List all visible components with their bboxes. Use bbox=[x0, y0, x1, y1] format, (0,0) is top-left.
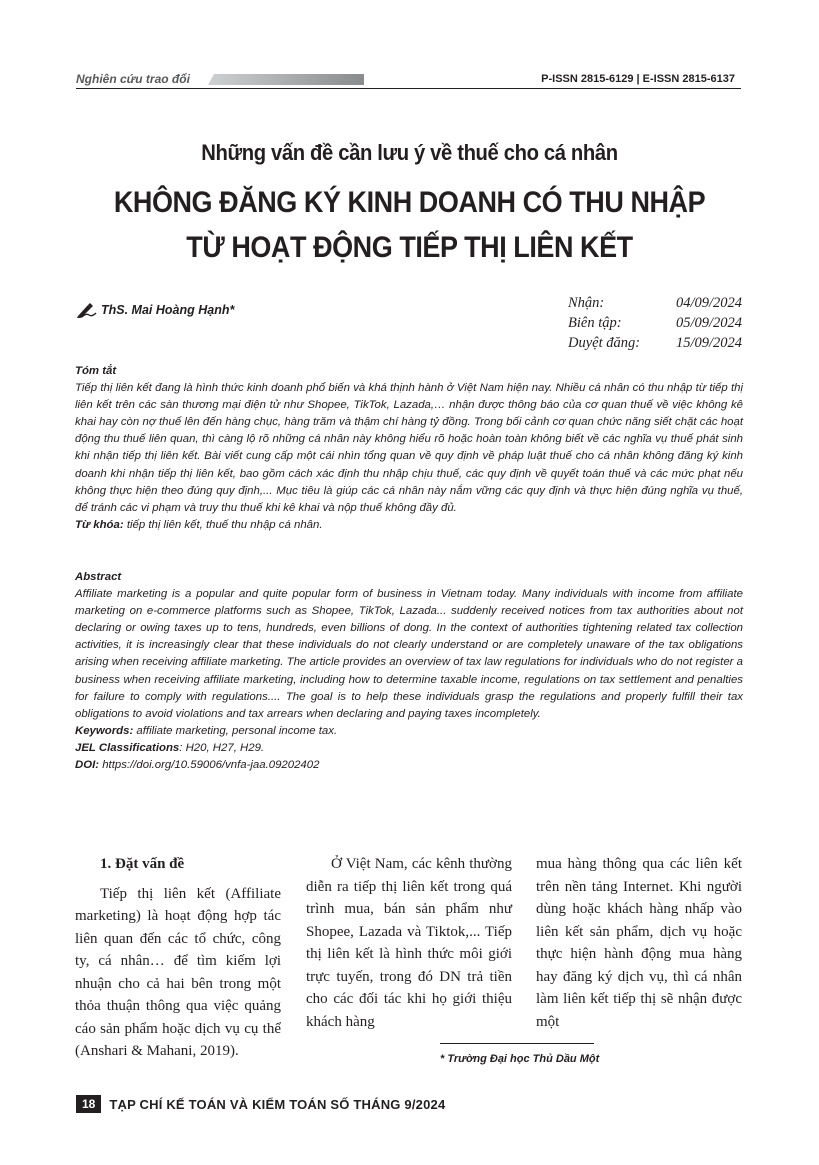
abstract-heading: Abstract bbox=[75, 571, 122, 583]
page-footer bbox=[76, 1095, 445, 1113]
summary-heading: Tóm tắt bbox=[75, 365, 117, 377]
jel-classifications bbox=[75, 740, 743, 757]
keywords-value: tiếp thị liên kết, thuế thu nhập cá nhân. bbox=[126, 518, 323, 531]
body-column-2 bbox=[306, 853, 512, 1033]
author-affiliation-footnote: * Trường Đại học Thủ Dầu Một bbox=[440, 1053, 600, 1065]
article-title-line-2: TỪ HOẠT ĐỘNG TIẾP THỊ LIÊN KẾT bbox=[186, 231, 633, 264]
submission-dates bbox=[568, 293, 742, 353]
footnote-divider bbox=[440, 1043, 594, 1044]
date-value: 04/09/2024 bbox=[675, 295, 742, 311]
date-row-approved bbox=[568, 333, 742, 353]
page-number: 18 bbox=[76, 1095, 101, 1113]
date-label: Biên tập: bbox=[568, 315, 622, 331]
pen-writing-icon bbox=[76, 301, 98, 319]
jel-label: JEL Classifications bbox=[75, 741, 180, 754]
abstract-text: Affiliate marketing is a popular and quite popular form of business in Vietnam today. Many individuals with income from affiliate marketing on e-commerce platforms such as Shopee, TikTok, Lazada... suddenly received notices from tax authorities about not declaring or owing taxes up to tens, hundreds, even billions of dong. In the context of authorities tightening related tax collection activities, it is increasingly clear that these individuals do not clearly understand or are completely unaware of the tax obligations arising when receiving affiliate marketing. The article provides an overview of tax law regulations for individuals who do not register a business when receiving affiliate marketing, including how to determine taxable income, regulations on tax settlement and penalties for failure to comply with regulations.... The goal is to help these individuals grasp the regulations and properly fulfill their tax obligations to avoid violations and tax arrears when declaring and paying taxes incompletely. bbox=[75, 588, 743, 720]
body-paragraph: Ở Việt Nam, các kênh thường diễn ra tiếp thị liên kết trong quá trình mua, bán sản phẩm như Shopee, Lazada và Tiktok,... Tiếp thị liên kết là hình thức môi giới trực tuyến, trong đó DN trả tiền cho các đối tác khi họ giới thiệu khách hàng bbox=[306, 856, 512, 1030]
abstract-english bbox=[75, 569, 743, 774]
jel-value: : H20, H27, H29. bbox=[179, 741, 265, 754]
body-paragraph: Tiếp thị liên kết (Affiliate marketing) là hoạt động hợp tác liên quan đến các tổ chức, công ty, cá nhân… để tìm kiếm lợi nhuận cho cả hai bên trong một thỏa thuận thông qua việc quảng cáo sản phẩm hoặc dịch vụ cụ thể (Anshari & Mahani, 2019). bbox=[75, 885, 281, 1059]
keywords-value: affiliate marketing, personal income tax. bbox=[136, 724, 338, 737]
issn-label: P-ISSN 2815-6129 | E-ISSN 2815-6137 bbox=[541, 73, 735, 85]
section-label: Nghiên cứu trao đổi bbox=[76, 72, 190, 86]
body-paragraph: mua hàng thông qua các liên kết trên nền tảng Internet. Khi người dùng hoặc khách hàng nhấp vào liên kết sản phẩm, dịch vụ hoặc thực hiện hành động mua hàng hay đăng ký dịch vụ, thì cá nhân làm liên kết tiếp thị sẽ nhận được một bbox=[536, 856, 742, 1030]
keywords-label: Từ khóa: bbox=[75, 518, 124, 531]
date-row-received bbox=[568, 293, 742, 313]
running-header-section bbox=[76, 72, 288, 86]
doi-label: DOI: bbox=[75, 759, 100, 772]
keywords-english bbox=[75, 723, 743, 740]
summary-vietnamese bbox=[75, 363, 743, 534]
journal-name: TẠP CHÍ KẾ TOÁN VÀ KIỂM TOÁN SỐ THÁNG 9/2024 bbox=[109, 1096, 446, 1112]
date-label: Duyệt đăng: bbox=[568, 335, 641, 351]
header-decorative-bar bbox=[208, 74, 364, 85]
date-label: Nhận: bbox=[568, 295, 605, 311]
date-value: 15/09/2024 bbox=[675, 335, 742, 351]
keywords-label: Keywords: bbox=[75, 724, 134, 737]
header-divider bbox=[76, 88, 741, 89]
article-title-line-1: KHÔNG ĐĂNG KÝ KINH DOANH CÓ THU NHẬP bbox=[113, 186, 706, 219]
summary-text: Tiếp thị liên kết đang là hình thức kinh doanh phổ biến và khá thịnh hành ở Việt Nam hiện nay. Nhiều cá nhân có thu nhập từ tiếp thị liên kết trên các sàn thương mại điện tử như Shopee, TikTok, Lazada,… nhận được thông báo của cơ quan thuế về việc không kê khai hay còn nợ thuế lên đến hàng chục, hàng trăm và thậm chí hàng tỷ đồng. Trong bối cảnh cơ quan chức năng siết chặt các hoạt động thu thuế liên quan, thì càng lộ rõ những cá nhân này không hiểu rõ hoặc hoàn toàn không biết về các nghĩa vụ thuế phát sinh khi nhận tiếp thị liên kết. Bài viết cung cấp một cái nhìn tổng quan về quy định về pháp luật thuế cho cá nhân không đăng ký kinh doanh khi nhận tiếp thị liên kết, bao gồm cách xác định thu nhập chịu thuế, các quy định về quyết toán thuế và các mức phạt nếu không thực hiện theo đúng quy định,... Mục tiêu là giúp các cá nhân này nắm vững các quy định và thực hiện đúng nghĩa vụ thuế, để tránh các vi phạm và truy thu thuế khi kê khai và nộp thuế không đầy đủ. bbox=[75, 382, 743, 514]
article-subtitle: Những vấn đề cần lưu ý về thuế cho cá nhân bbox=[201, 140, 618, 165]
author-line bbox=[76, 300, 234, 320]
body-column-1 bbox=[75, 853, 281, 1063]
section-heading: 1. Đặt vấn đề bbox=[100, 856, 185, 872]
date-row-edited bbox=[568, 313, 742, 333]
author-name: ThS. Mai Hoàng Hạnh* bbox=[101, 303, 235, 317]
doi-link[interactable]: https://doi.org/10.59006/vnfa-jaa.09202402 bbox=[102, 759, 320, 772]
body-column-3 bbox=[536, 853, 742, 1033]
doi-line bbox=[75, 757, 743, 774]
date-value: 05/09/2024 bbox=[675, 315, 742, 331]
keywords-vietnamese bbox=[75, 517, 743, 534]
